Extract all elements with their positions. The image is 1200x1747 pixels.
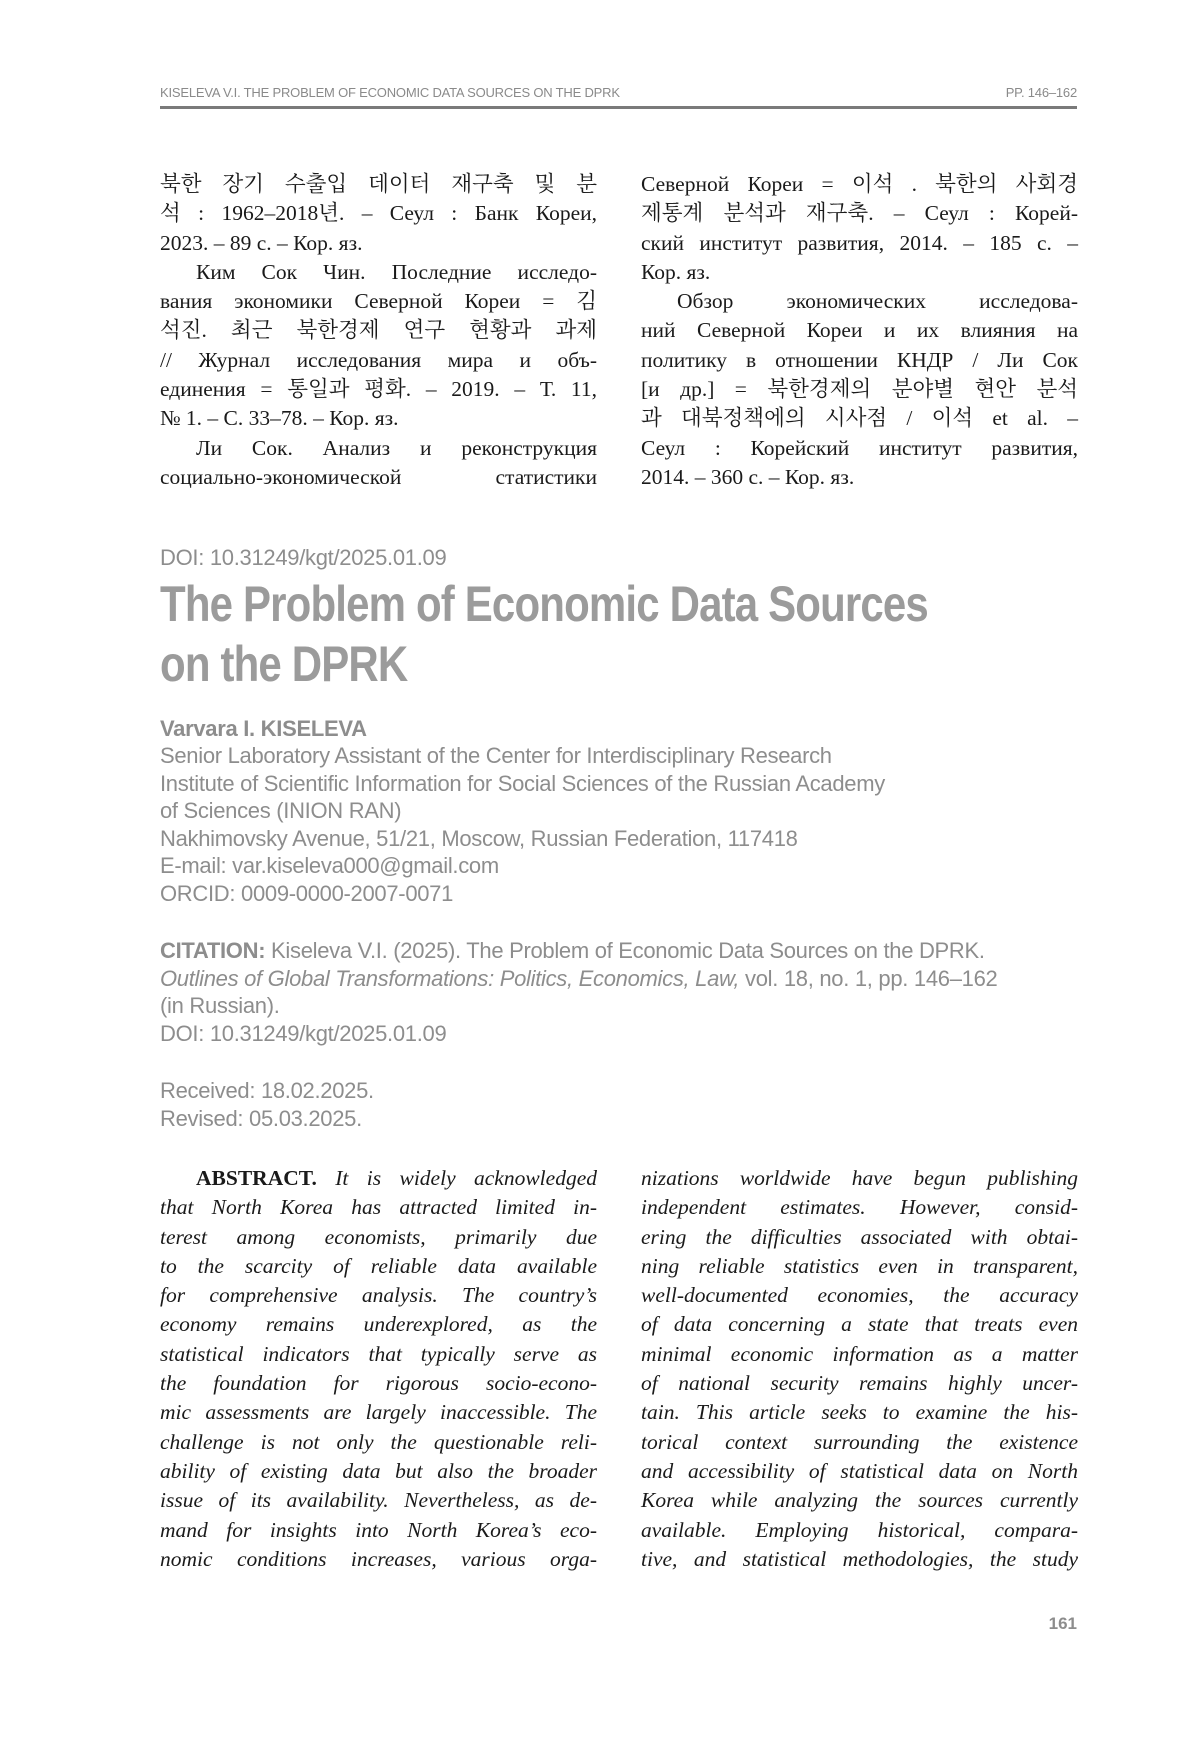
text-line xyxy=(160,404,597,433)
text-line xyxy=(641,1310,1078,1339)
page-number: 161 xyxy=(1048,1614,1077,1633)
text-line-content: ning reliable statistics even in transparent, xyxy=(641,1253,1078,1278)
text-line-content: Сеул : Корейский институт развития, xyxy=(641,435,1078,460)
text-line xyxy=(641,434,1078,463)
text-line-content: Северной Кореи = 이석 . 북한의 사회경 xyxy=(641,172,1078,196)
text-line xyxy=(160,316,597,345)
affiliation-institute: Institute of Scientific Information for Social Sciences of the Russian Academy xyxy=(160,770,885,796)
text-line xyxy=(160,1223,597,1252)
text-line xyxy=(641,346,1078,375)
text-line xyxy=(641,1340,1078,1369)
text-line-content: issue of its availability. Nevertheless, as de- xyxy=(160,1488,597,1513)
text-line-content: tain. This article seeks to examine the his- xyxy=(641,1400,1078,1425)
text-line xyxy=(160,434,597,463)
author-affiliation xyxy=(160,742,885,908)
author-email: E-mail: var.kiseleva000@gmail.com xyxy=(160,853,499,879)
text-line xyxy=(160,1310,597,1339)
text-line xyxy=(160,1193,597,1222)
text-line-content: ний Северной Кореи и их влияния на xyxy=(641,318,1078,343)
text-line-content: terest among economists, primarily due xyxy=(160,1224,597,1249)
text-line xyxy=(641,199,1078,228)
text-line xyxy=(160,258,597,287)
text-line xyxy=(160,1457,597,1486)
text-line xyxy=(160,287,597,316)
text-line xyxy=(641,258,1078,287)
text-line xyxy=(160,1486,597,1515)
text-line-content: of data concerning a state that treats even xyxy=(641,1312,1078,1337)
text-line-content: 제통계 분석과 재구축. – Сеул : Корей- xyxy=(641,201,1078,226)
revised-date: Revised: 05.03.2025. xyxy=(160,1105,362,1131)
text-line-content: nizations worldwide have begun publishing xyxy=(641,1166,1078,1190)
text-line xyxy=(641,1457,1078,1486)
text-line-content: challenge is not only the questionable reli- xyxy=(160,1429,597,1454)
text-line-content: of national security remains highly uncer- xyxy=(641,1371,1078,1396)
text-line-content: Кор. яз. xyxy=(641,259,711,284)
text-line xyxy=(641,1516,1078,1545)
text-line-content: It is widely acknowledged xyxy=(316,1166,597,1190)
text-line-content: социально-экономической статистики xyxy=(160,464,597,489)
text-line-content: 석 : 1962–2018년. – Сеул : Банк Кореи, xyxy=(160,201,597,226)
citation-text: Kiseleva V.I. (2025). The Problem of Economic Data Sources on the DPRK. xyxy=(265,938,985,963)
text-line xyxy=(641,1398,1078,1427)
text-line-content: economy remains underexplored, as the xyxy=(160,1312,597,1337)
text-line xyxy=(641,1164,1078,1193)
text-line-content: available. Employing historical, compara- xyxy=(641,1517,1078,1542)
text-line-content: mic assessments are largely inaccessible. The xyxy=(160,1400,597,1425)
text-line xyxy=(641,1252,1078,1281)
text-line-content: ability of existing data but also the broader xyxy=(160,1458,597,1483)
text-line xyxy=(641,1428,1078,1457)
text-line-content: Ким Сок Чин. Последние исследо- xyxy=(196,259,597,284)
text-line-content: independent estimates. However, consid- xyxy=(641,1195,1078,1220)
text-line xyxy=(641,1486,1078,1515)
article-doi: DOI: 10.31249/kgt/2025.01.09 xyxy=(160,545,447,570)
text-line-content: tive, and statistical methodologies, the study xyxy=(641,1546,1078,1571)
text-line xyxy=(641,287,1078,316)
running-head xyxy=(160,85,1077,100)
text-line-content: the foundation for rigorous socio-econo- xyxy=(160,1371,597,1396)
text-line xyxy=(641,404,1078,433)
author-orcid: ORCID: 0009-0000-2007-0071 xyxy=(160,880,454,906)
text-line xyxy=(160,346,597,375)
text-line xyxy=(160,170,597,199)
citation xyxy=(160,937,997,1047)
text-line xyxy=(160,1545,597,1574)
text-line xyxy=(641,1545,1078,1574)
text-line-content: for comprehensive analysis. The country’s xyxy=(160,1283,597,1308)
text-line xyxy=(160,1340,597,1369)
text-line-content: mand for insights into North Korea’s eco- xyxy=(160,1517,597,1542)
text-line xyxy=(160,375,597,404)
text-line-content: well-documented economies, the accuracy xyxy=(641,1283,1078,1308)
text-line xyxy=(641,1223,1078,1252)
affiliation-institute-cont: of Sciences (INION RAN) xyxy=(160,798,402,824)
text-line-content: № 1. – С. 33–78. – Кор. яз. xyxy=(160,406,399,431)
header-rule xyxy=(160,106,1077,109)
text-line xyxy=(160,1516,597,1545)
abstract-column-left xyxy=(160,1164,597,1574)
running-head-pages: PP. 146–162 xyxy=(1005,85,1077,100)
author-name: Varvara I. KISELEVA xyxy=(160,716,367,741)
citation-volume: vol. 18, no. 1, pp. 146–162 xyxy=(739,965,998,991)
text-line xyxy=(641,170,1078,199)
text-line xyxy=(641,1193,1078,1222)
text-line xyxy=(160,1428,597,1457)
article-title-line-2: on the DPRK xyxy=(160,636,408,692)
references-column-right xyxy=(641,170,1078,492)
text-line-content: that North Korea has attracted limited in- xyxy=(160,1195,597,1220)
citation-label: CITATION: xyxy=(160,938,266,963)
text-line-content: nomic conditions increases, various orga- xyxy=(160,1546,597,1571)
citation-language: (in Russian). xyxy=(160,993,280,1019)
text-line-content: // Журнал исследования мира и объ- xyxy=(160,347,597,372)
text-line-content: and accessibility of statistical data on North xyxy=(641,1458,1078,1483)
text-line xyxy=(160,1398,597,1427)
text-line xyxy=(160,1369,597,1398)
text-line xyxy=(160,463,597,492)
text-line-content: 2014. – 360 с. – Кор. яз. xyxy=(641,464,855,489)
text-line-content: minimal economic information as a matter xyxy=(641,1341,1078,1366)
text-line-content: [и др.] = 북한경제의 분야별 현안 분석 xyxy=(641,377,1078,402)
text-line-content: 북한 장기 수출입 데이터 재구축 및 분 xyxy=(160,172,597,196)
text-line xyxy=(641,463,1078,492)
text-line-content: единения = 통일과 평화. – 2019. – Т. 11, xyxy=(160,377,597,402)
text-line xyxy=(641,1369,1078,1398)
text-line-content: Korea while analyzing the sources currently xyxy=(641,1488,1078,1513)
text-line xyxy=(160,199,597,228)
text-line-content: to the scarcity of reliable data available xyxy=(160,1253,597,1278)
citation-doi: DOI: 10.31249/kgt/2025.01.09 xyxy=(160,1020,447,1046)
text-line-content: политику в отношении КНДР / Ли Сок xyxy=(641,347,1078,372)
text-line-content: 과 대북정책에의 시사점 / 이석 et al. – xyxy=(641,406,1078,431)
abstract-column-right xyxy=(641,1164,1078,1574)
article-title xyxy=(160,574,928,694)
text-line-content: ering the difficulties associated with obtai- xyxy=(641,1224,1078,1249)
article-dates xyxy=(160,1077,374,1132)
text-line xyxy=(160,1252,597,1281)
abstract-label: ABSTRACT. xyxy=(196,1166,317,1190)
citation-journal: Outlines of Global Transformations: Politics, Economics, Law, xyxy=(160,965,740,991)
text-line xyxy=(641,229,1078,258)
text-line xyxy=(641,375,1078,404)
text-line xyxy=(641,1281,1078,1310)
text-line-content: Обзор экономических исследова- xyxy=(677,289,1078,314)
text-line-content: statistical indicators that typically serve as xyxy=(160,1341,597,1366)
text-line xyxy=(160,229,597,258)
text-line-content: 석진. 최근 북한경제 연구 현황과 과제 xyxy=(160,318,597,343)
text-line-content: Ли Сок. Анализ и реконструкция xyxy=(196,435,597,460)
text-line-content: вания экономики Северной Кореи = 김 xyxy=(160,289,597,314)
text-line xyxy=(160,1164,597,1193)
text-line xyxy=(160,1281,597,1310)
running-head-title: KISELEVA V.I. THE PROBLEM OF ECONOMIC DATA SOURCES ON THE DPRK xyxy=(160,85,620,100)
affiliation-position: Senior Laboratory Assistant of the Center for Interdisciplinary Research xyxy=(160,743,832,768)
received-date: Received: 18.02.2025. xyxy=(160,1078,374,1103)
article-title-line-1: The Problem of Economic Data Sources xyxy=(160,576,928,632)
text-line-content: 2023. – 89 с. – Кор. яз. xyxy=(160,230,363,255)
text-line-content: ский институт развития, 2014. – 185 с. – xyxy=(641,230,1078,255)
text-line-content: torical context surrounding the existence xyxy=(641,1429,1078,1454)
text-line xyxy=(641,316,1078,345)
affiliation-address: Nakhimovsky Avenue, 51/21, Moscow, Russian Federation, 117418 xyxy=(160,825,798,851)
references-column-left xyxy=(160,170,597,492)
